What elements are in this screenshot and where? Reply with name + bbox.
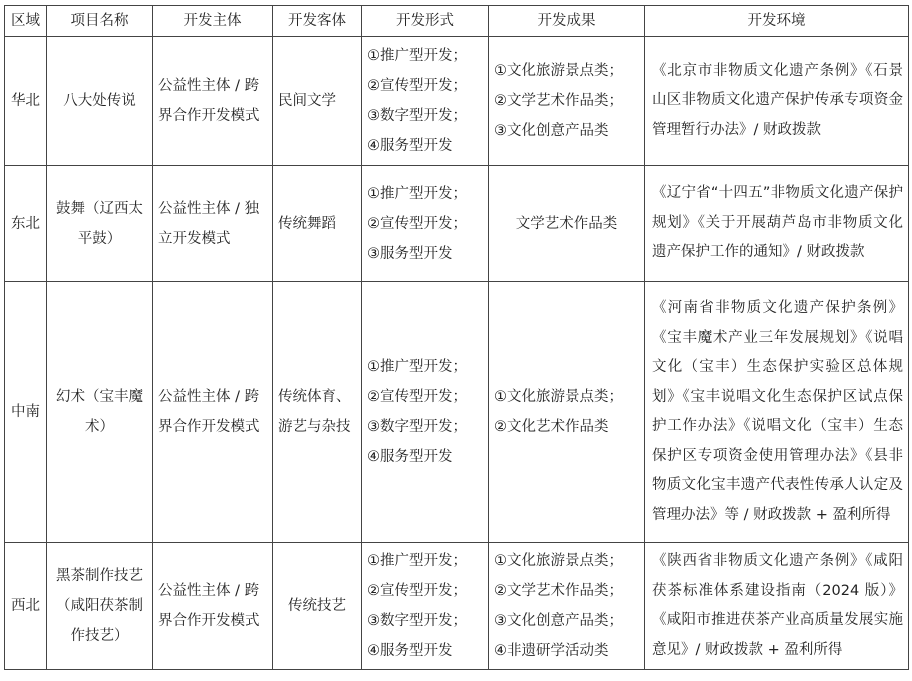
form-item: ①推广型开发； <box>367 553 467 569</box>
cell-project: 幻术（宝丰魔术） <box>47 282 153 543</box>
cell-results <box>489 543 645 670</box>
header-environment: 开发环境 <box>645 6 909 37</box>
header-result: 开发成果 <box>489 6 645 37</box>
cell-environment: 《北京市非物质文化遗产条例》《石景山区非物质文化遗产保护传承专项资金管理暂行办法》/ 财政拨款 <box>645 37 909 166</box>
header-region: 区域 <box>5 6 47 37</box>
result-item: ①文化旅游景点类； <box>494 389 623 405</box>
form-item: ②宣传型开发； <box>367 583 467 599</box>
form-item: ②宣传型开发； <box>367 78 467 94</box>
header-project: 项目名称 <box>47 6 153 37</box>
cell-subject: 公益性主体 / 跨界合作开发模式 <box>153 543 273 670</box>
form-item: ③数字型开发； <box>367 613 467 629</box>
result-item: ③文化创意产品类； <box>494 613 623 629</box>
cell-results: 文学艺术作品类 <box>489 166 645 282</box>
cell-project: 鼓舞（辽西太平鼓） <box>47 166 153 282</box>
cell-object: 传统舞蹈 <box>273 166 362 282</box>
cell-region: 华北 <box>5 37 47 166</box>
table-row <box>5 37 909 166</box>
cell-forms <box>362 543 489 670</box>
form-item: ②宣传型开发； <box>367 215 467 232</box>
result-item: ①文化旅游景点类； <box>494 553 623 569</box>
cell-subject: 公益性主体 / 跨界合作开发模式 <box>153 282 273 543</box>
cell-region: 东北 <box>5 166 47 282</box>
cell-forms <box>362 166 489 282</box>
result-item: ②文学艺术作品类； <box>494 583 623 599</box>
header-form: 开发形式 <box>362 6 489 37</box>
cell-region: 中南 <box>5 282 47 543</box>
result-item: ④非遗研学活动类 <box>494 643 609 659</box>
form-item: ①推广型开发； <box>367 185 467 202</box>
result-item: ③文化创意产品类 <box>494 123 609 139</box>
table-row <box>5 282 909 543</box>
header-subject: 开发主体 <box>153 6 273 37</box>
cell-environment: 《河南省非物质文化遗产保护条例》《宝丰魔术产业三年发展规划》《说唱文化（宝丰）生态保护实验区总体规划》《宝丰说唱文化生态保护区试点保护工作办法》《说唱文化（宝丰）生态保护区专项资金使用管理办法》《县非物质文化宝丰遗产代表性传承人认定及管理办法》等 / 财政拨款 + 盈利所得 <box>645 282 909 543</box>
form-item: ④服务型开发 <box>367 138 453 154</box>
form-item: ③服务型开发 <box>367 245 453 262</box>
cell-subject: 公益性主体 / 独立开发模式 <box>153 166 273 282</box>
development-table <box>4 5 909 670</box>
cell-project: 八大处传说 <box>47 37 153 166</box>
result-item: ②文化艺术作品类 <box>494 419 609 435</box>
cell-region: 西北 <box>5 543 47 670</box>
cell-project: 黑茶制作技艺（咸阳茯茶制作技艺） <box>47 543 153 670</box>
cell-subject: 公益性主体 / 跨界合作开发模式 <box>153 37 273 166</box>
cell-environment: 《陕西省非物质文化遗产条例》《咸阳茯茶标准体系建设指南（2024 版）》《咸阳市推进茯茶产业高质量发展实施意见》/ 财政拨款 + 盈利所得 <box>645 543 909 670</box>
cell-object: 传统体育、游艺与杂技 <box>273 282 362 543</box>
header-row <box>5 6 909 37</box>
result-item: ②文学艺术作品类； <box>494 93 623 109</box>
table-row <box>5 543 909 670</box>
cell-forms <box>362 282 489 543</box>
form-item: ③数字型开发； <box>367 419 467 435</box>
form-item: ④服务型开发 <box>367 643 453 659</box>
cell-object: 传统技艺 <box>273 543 362 670</box>
cell-environment: 《辽宁省“十四五”非物质文化遗产保护规划》《关于开展葫芦岛市非物质文化遗产保护工作的通知》/ 财政拨款 <box>645 166 909 282</box>
result-item: ①文化旅游景点类； <box>494 63 623 79</box>
table-row <box>5 166 909 282</box>
form-item: ①推广型开发； <box>367 48 467 64</box>
form-item: ①推广型开发； <box>367 359 467 375</box>
header-object: 开发客体 <box>273 6 362 37</box>
form-item: ④服务型开发 <box>367 449 453 465</box>
cell-results <box>489 282 645 543</box>
cell-object: 民间文学 <box>273 37 362 166</box>
form-item: ②宣传型开发； <box>367 389 467 405</box>
form-item: ③数字型开发； <box>367 108 467 124</box>
cell-forms <box>362 37 489 166</box>
cell-results <box>489 37 645 166</box>
